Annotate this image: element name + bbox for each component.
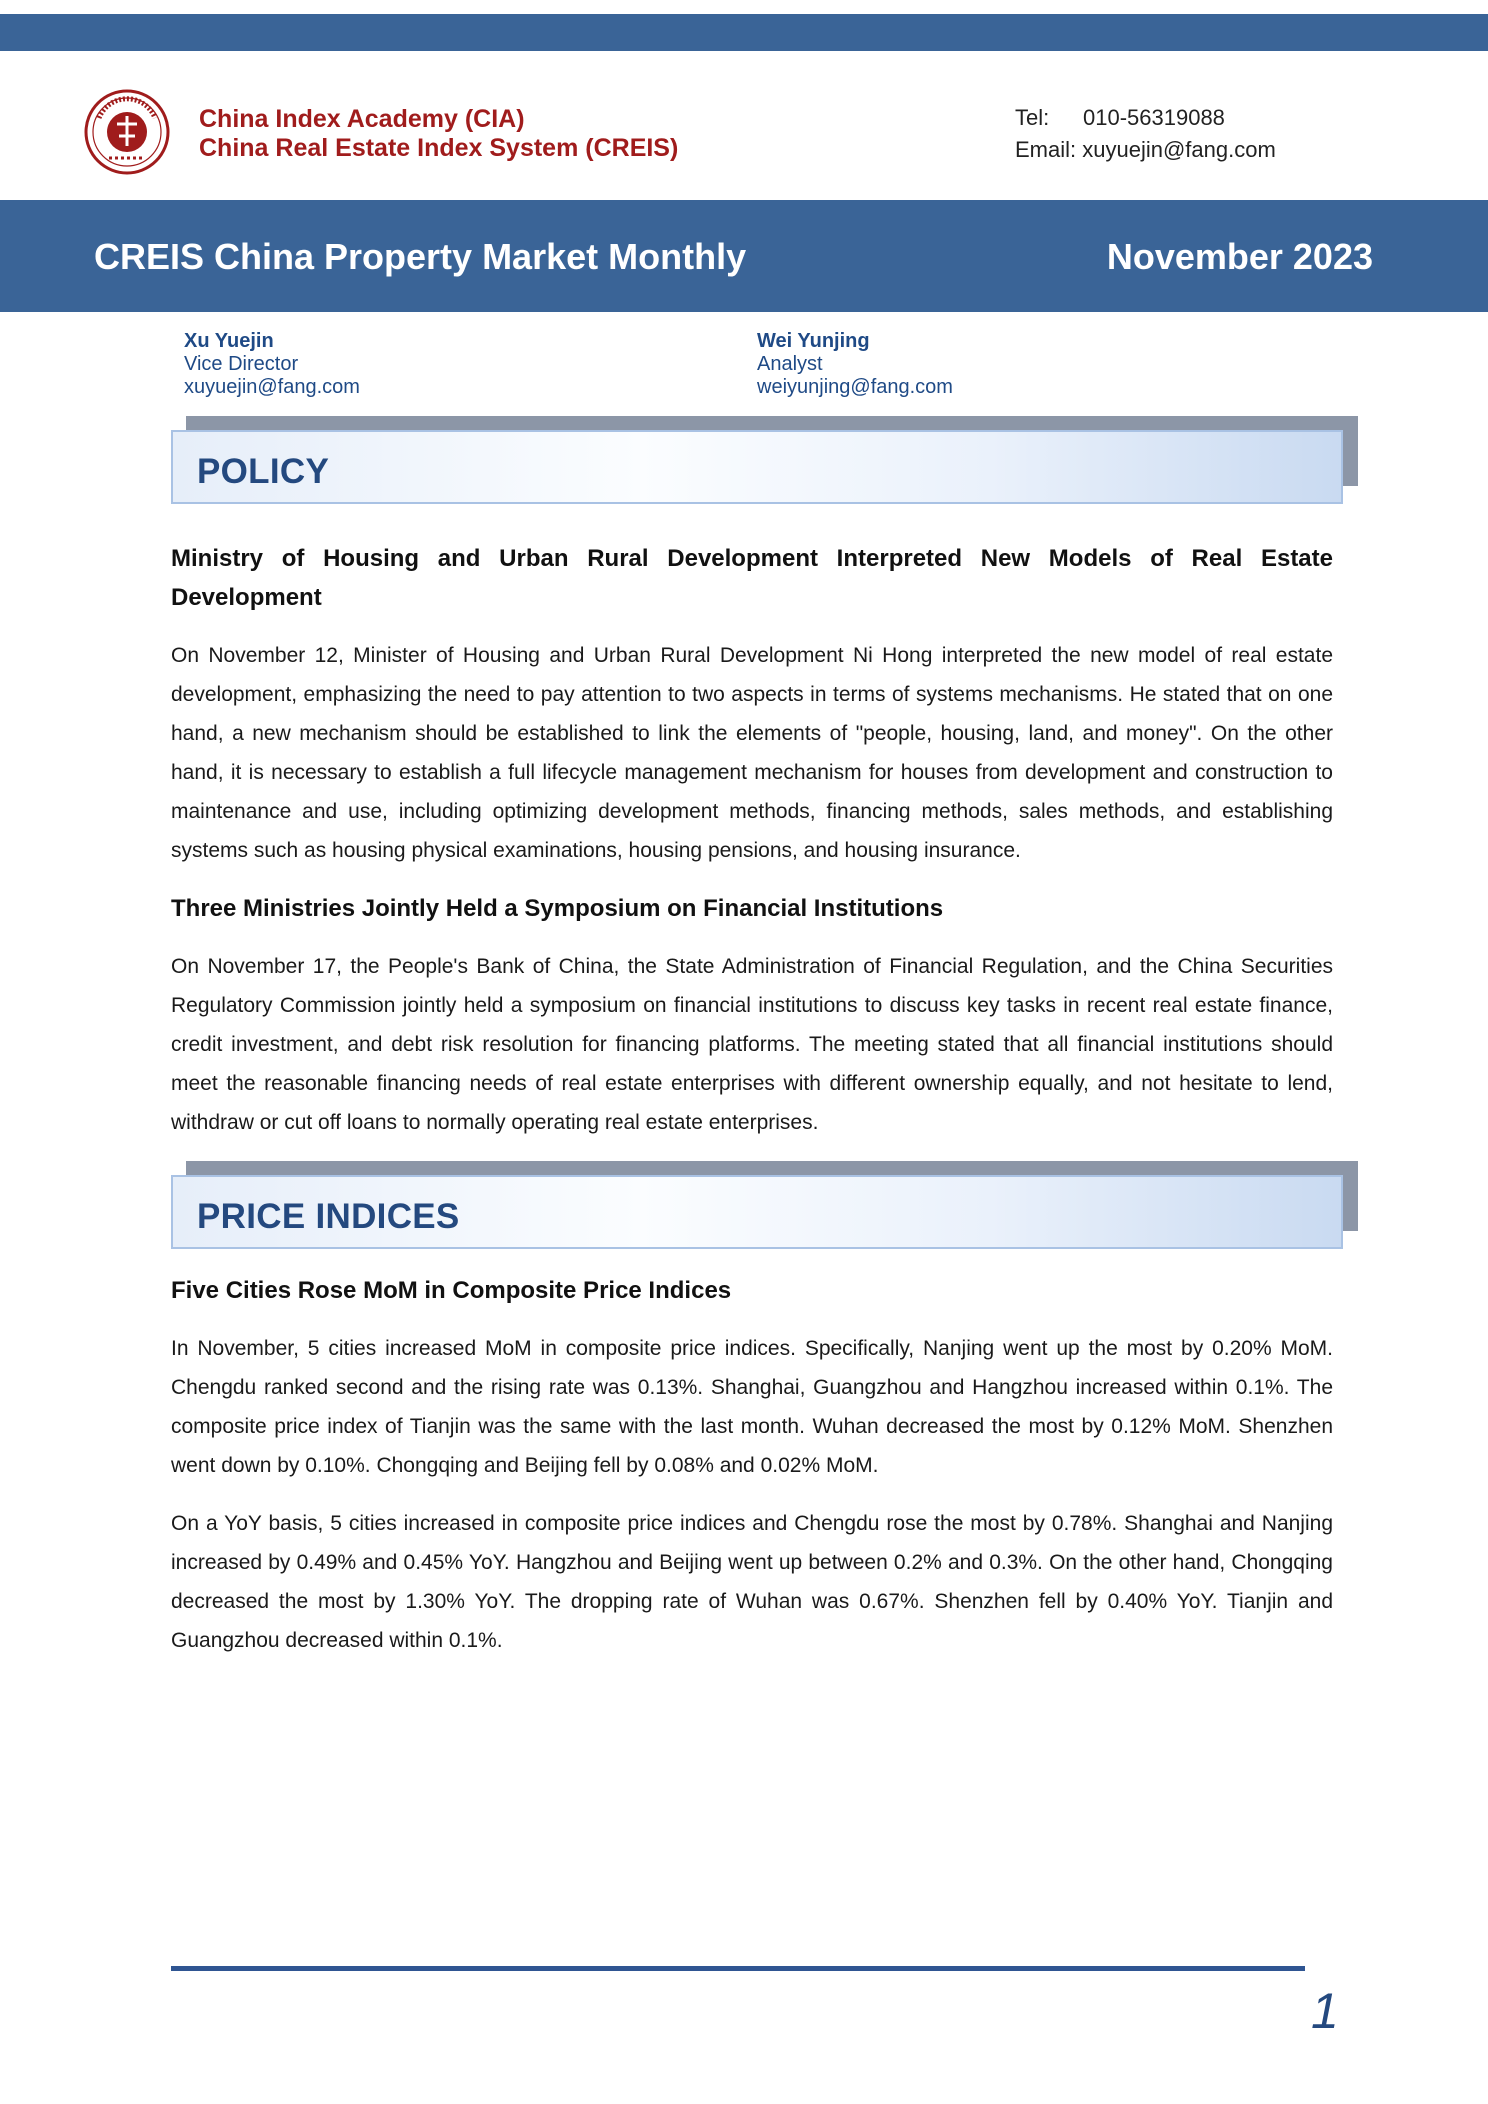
article-body: In November, 5 cities increased MoM in composite price indices. Specifically, Nanjing went up the most by 0.20% MoM. Chengdu ranked second and the rising rate was 0.13%. Shanghai, Guangzhou and Hangzhou increased within 0.1%. The composite price index of Tianjin was the same with the last month. Wuhan decreased the most by 0.12% MoM. Shenzhen went down by 0.10%. Chongqing and Beijing fell by 0.08% and 0.02% MoM.	[171, 1337, 1333, 1477]
author-role: Vice Director	[184, 353, 299, 375]
org-line-index-system: China Real Estate Index System (CREIS)	[199, 134, 679, 162]
article-body: On a YoY basis, 5 cities increased in composite price indices and Chengdu rose the most by 0.78%. Shanghai and Nanjing increased by 0.49% and 0.45% YoY. Hangzhou and Beijing went up between 0.2% and 0.3%. On the other hand, Chongqing decreased the most by 1.30% YoY. The dropping rate of Wuhan was 0.67%. Shenzhen fell by 0.40% YoY. Tianjin and Guangzhou decreased within 0.1%.	[171, 1512, 1333, 1652]
email-row	[1015, 134, 1276, 166]
section-header-price-indices	[171, 1161, 1358, 1249]
section-header-policy	[171, 416, 1358, 504]
article-heading: Three Ministries Jointly Held a Symposium on Financial Institutions	[171, 895, 944, 922]
section-title: PRICE INDICES	[197, 1197, 460, 1236]
china-index-academy-seal-icon	[83, 88, 171, 176]
report-title-band	[0, 200, 1488, 312]
policy-content	[171, 539, 1333, 1142]
footer-rule	[171, 1966, 1305, 1971]
organization-name	[199, 105, 678, 163]
tel-label: Tel:	[1015, 105, 1050, 130]
article-body: On November 17, the People's Bank of China, the State Administration of Financial Regulation, and the China Securities Regulatory Commission jointly held a symposium on financial institutions to discuss key tasks in recent real estate finance, credit investment, and debt risk resolution for financing platforms. The meeting stated that all financial institutions should meet the reasonable financing needs of real estate enterprises with different ownership equally, and not hesitate to lend, withdraw or cut off loans to normally operating real estate enterprises.	[171, 955, 1333, 1134]
author-role: Analyst	[757, 353, 823, 375]
page-number: 1	[1311, 1983, 1339, 2039]
section-title: POLICY	[197, 452, 330, 491]
author-block-2	[757, 330, 953, 399]
top-banner-bar	[0, 14, 1488, 51]
author-email[interactable]: xuyuejin@fang.com	[184, 376, 360, 398]
tel-row	[1015, 102, 1276, 134]
article-heading: Ministry of Housing and Urban Rural Development Interpreted New Models of Real Estate Development	[171, 545, 1333, 611]
section-header-box	[171, 1175, 1343, 1249]
article-body: On November 12, Minister of Housing and Urban Rural Development Ni Hong interpreted the new model of real estate development, emphasizing the need to pay attention to two aspects in terms of systems mechanisms. He stated that on one hand, a new mechanism should be established to link the elements of "people, housing, land, and money". On the other hand, it is necessary to establish a full lifecycle management mechanism for houses from development and construction to maintenance and use, including optimizing development methods, financing methods, sales methods, and establishing systems such as housing physical examinations, housing pensions, and housing insurance.	[171, 644, 1333, 862]
email-value[interactable]: xuyuejin@fang.com	[1082, 137, 1276, 162]
author-email[interactable]: weiyunjing@fang.com	[757, 376, 953, 398]
tel-value: 010-56319088	[1083, 105, 1225, 130]
report-title: CREIS China Property Market Monthly	[94, 236, 747, 277]
contact-info	[1015, 102, 1276, 166]
report-date: November 2023	[1106, 236, 1373, 277]
author-name: Xu Yuejin	[184, 330, 274, 352]
email-label: Email:	[1015, 137, 1077, 162]
section-header-box	[171, 430, 1343, 504]
author-name: Wei Yunjing	[757, 330, 870, 352]
org-line-academy: China Index Academy (CIA)	[199, 105, 525, 133]
author-block-1	[184, 330, 360, 399]
article-heading: Five Cities Rose MoM in Composite Price Indices	[171, 1277, 732, 1304]
price-indices-content	[171, 1271, 1333, 1660]
